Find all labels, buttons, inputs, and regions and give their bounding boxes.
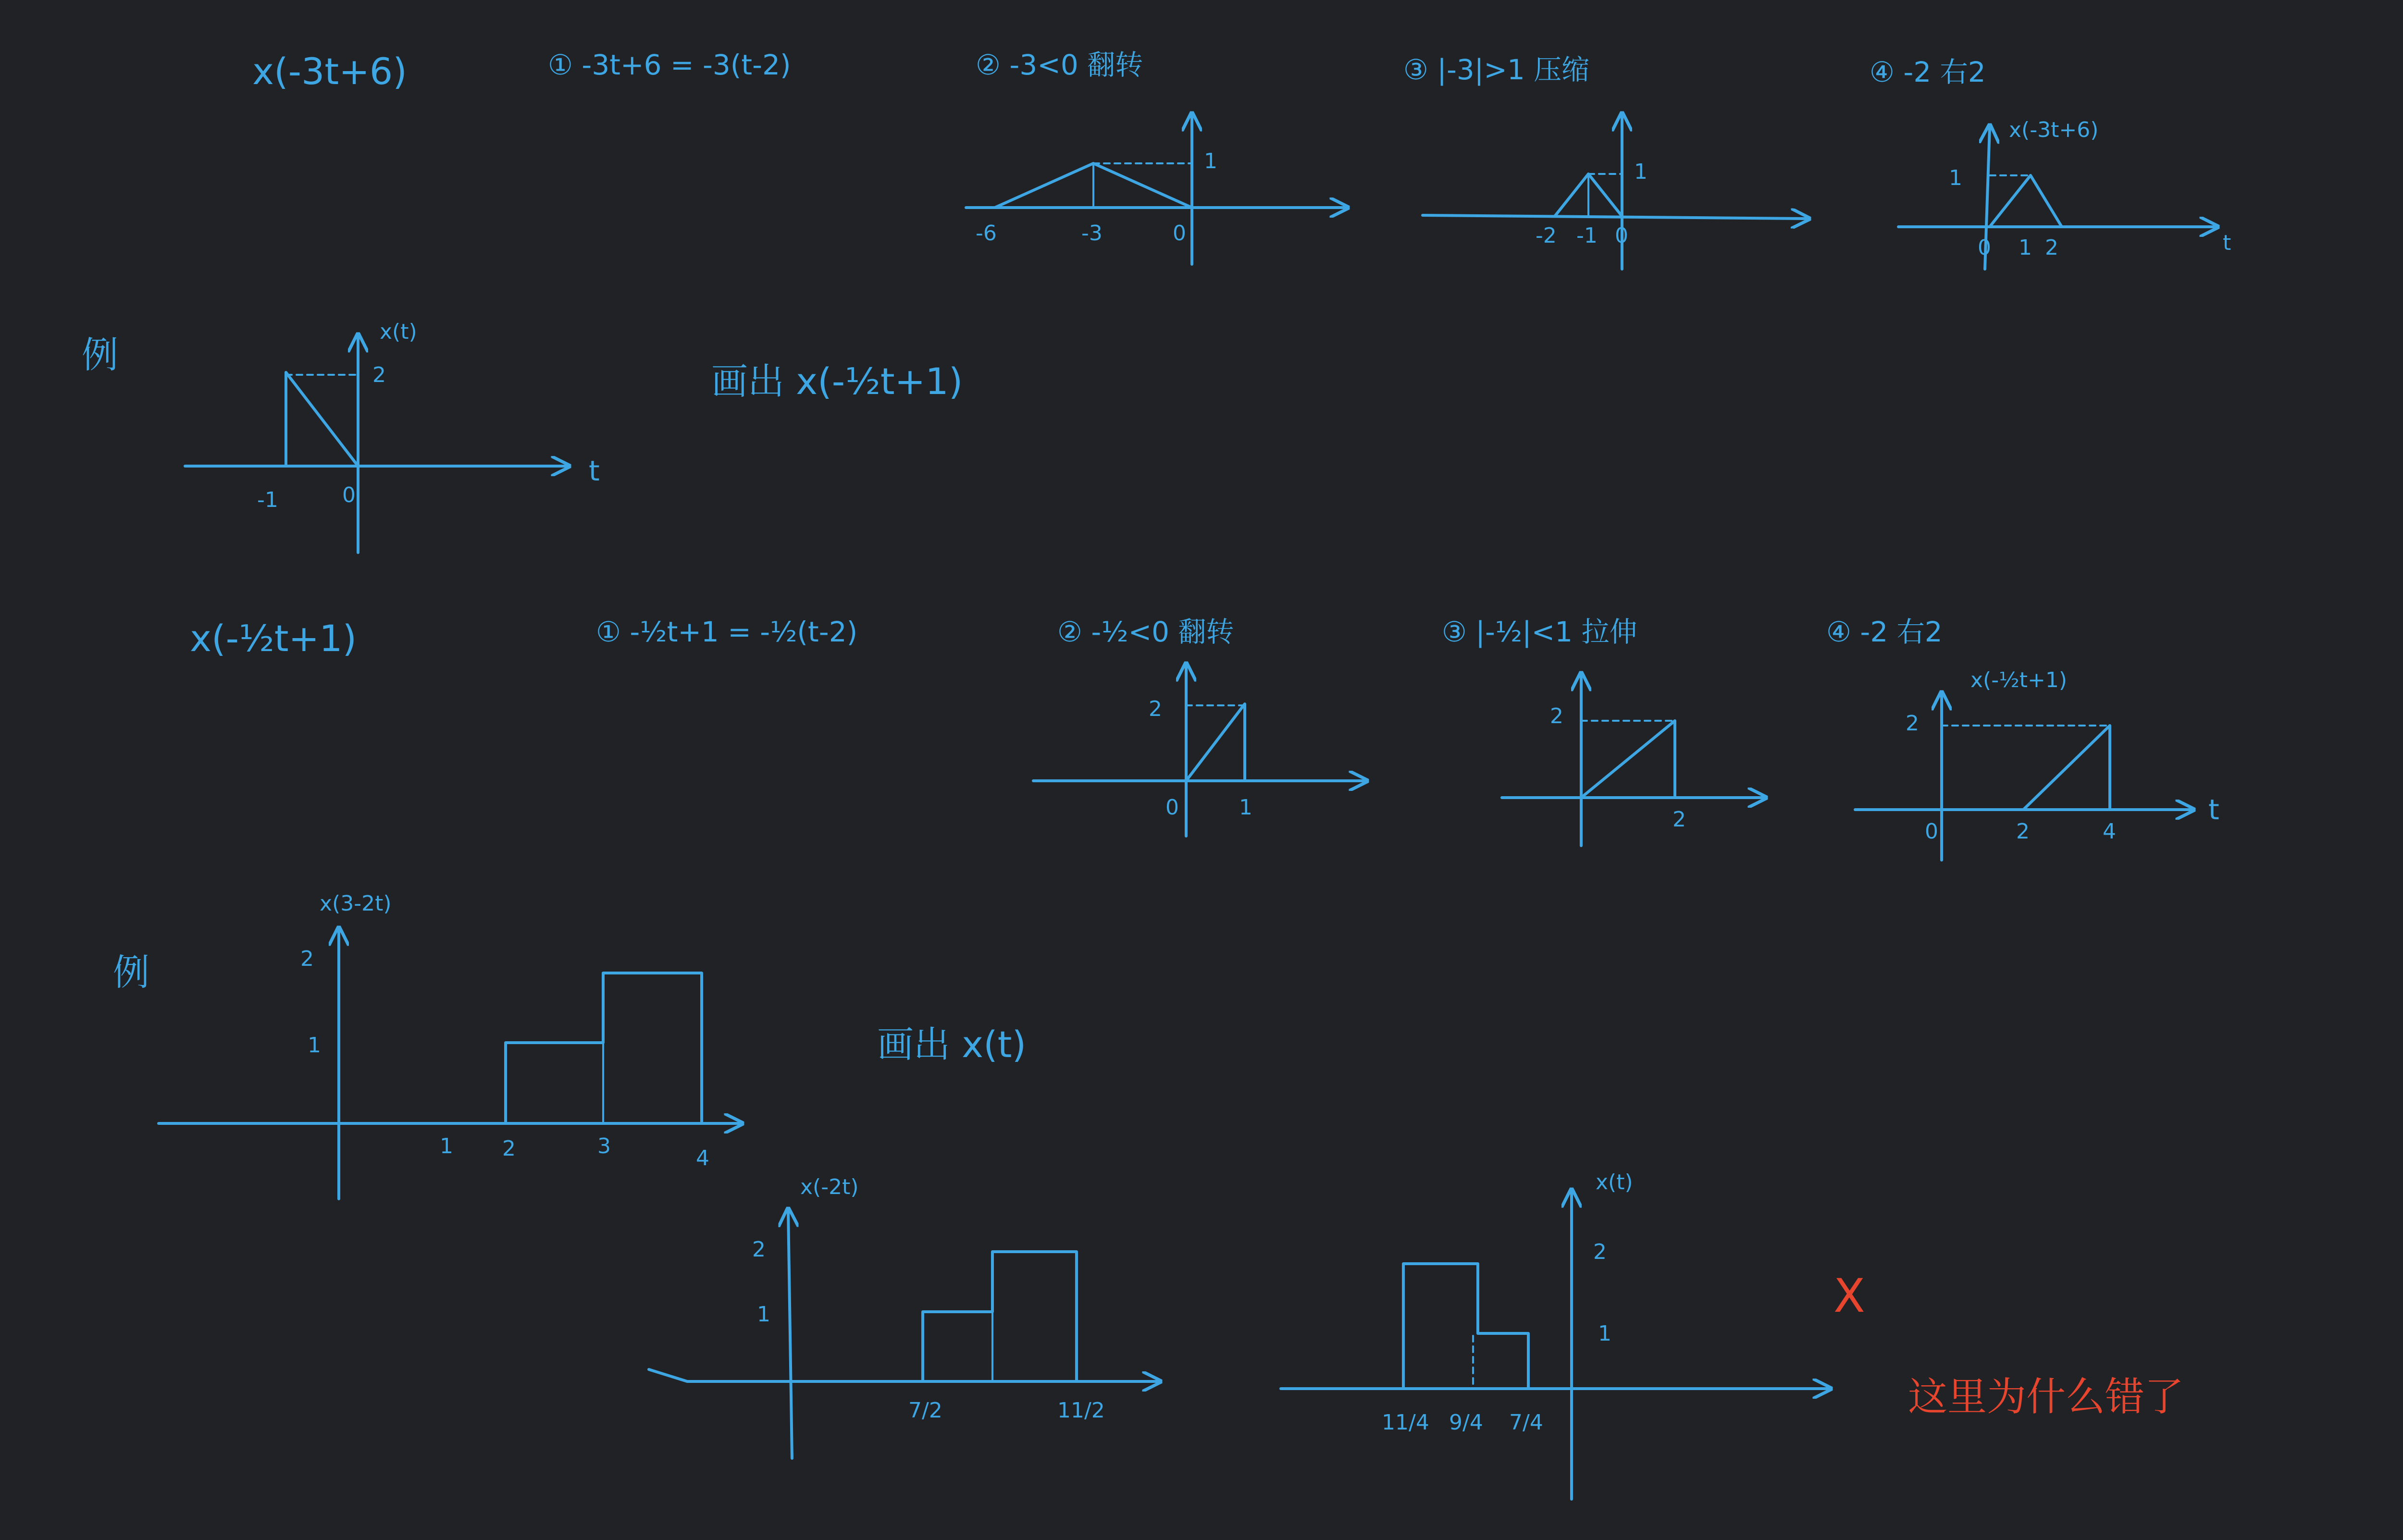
example1	[82, 320, 963, 553]
s1-step2: ② -3<0 翻转	[976, 49, 1143, 81]
tick-label: 0	[1165, 795, 1179, 820]
s1-graph-shift	[1898, 118, 2231, 269]
x-tick: 1	[440, 1134, 453, 1158]
ex2-graph-right	[1281, 1170, 1829, 1499]
signal-ramp	[286, 372, 358, 466]
x-axis	[1423, 215, 1807, 219]
example2	[113, 891, 1026, 1199]
graph-title: x(-2t)	[800, 1175, 859, 1199]
signal-triangle	[1990, 175, 2062, 227]
tick-label: 0	[1978, 235, 1991, 260]
peak-label: 1	[1949, 166, 1962, 190]
wrong-mark: X	[1833, 1269, 1865, 1323]
tick-label: 0	[1173, 221, 1186, 246]
signal-ramp	[1186, 704, 1245, 781]
tick-label: -6	[976, 221, 997, 246]
signal-steps	[923, 1252, 1077, 1381]
tick-label: 0	[1925, 819, 1938, 844]
y-tick: 2	[300, 947, 314, 971]
x-tick: 11/2	[1057, 1398, 1105, 1423]
y-tick: 1	[308, 1033, 321, 1058]
tick-label: -1	[1576, 223, 1598, 248]
tick-label: -1	[257, 488, 278, 512]
s2-expression: x(-½t+1)	[190, 617, 357, 660]
signal-ramp	[1581, 721, 1675, 798]
section1-header	[252, 49, 1986, 93]
example-marker: 例	[113, 951, 149, 994]
x-axis	[649, 1369, 1158, 1381]
peak-label: 1	[1634, 160, 1647, 184]
signal-steps	[1403, 1264, 1528, 1389]
x-tick: 2	[502, 1136, 516, 1161]
tick-label: 1	[1239, 795, 1252, 820]
s2-graph-flip	[1033, 665, 1365, 836]
s1-step3: ③ |-3|>1 压缩	[1403, 53, 1590, 86]
peak-label: 2	[1550, 704, 1563, 728]
tick-label: 2	[1672, 807, 1686, 832]
s2-graph-shift	[1855, 668, 2219, 860]
example-prompt: 画出 x(-½t+1)	[711, 360, 963, 403]
s2-graph-stretch	[1502, 675, 1764, 846]
graph-title: x(t)	[380, 320, 417, 344]
tick-label: 2	[2045, 235, 2058, 260]
s1-expression: x(-3t+6)	[252, 50, 407, 93]
tick-label: 2	[2016, 819, 2030, 844]
tick-label: 0	[1615, 223, 1628, 248]
peak-label: 1	[1204, 149, 1217, 173]
s1-step1: ① -3t+6 = -3(t-2)	[548, 49, 791, 81]
tick-label: -2	[1536, 223, 1557, 248]
tick-label: -3	[1081, 221, 1102, 246]
s2-step2: ② -½<0 翻转	[1057, 616, 1234, 648]
x-tick: 11/4	[1382, 1410, 1429, 1435]
ex2-graph-mid	[649, 1175, 1158, 1458]
tick-label: 0	[342, 483, 356, 507]
y-tick: 1	[1598, 1321, 1611, 1346]
peak-label: 2	[1149, 697, 1162, 721]
x-tick: 9/4	[1449, 1410, 1483, 1435]
x-tick: 7/4	[1509, 1410, 1543, 1435]
graph-title: x(3-2t)	[320, 891, 392, 916]
question-note: 这里为什么错了	[1908, 1374, 2184, 1420]
axis-label: t	[589, 455, 600, 487]
axis-label: t	[2223, 231, 2231, 255]
y-tick: 2	[1593, 1240, 1607, 1264]
peak-label: 2	[1906, 711, 1919, 736]
graph-title: x(-3t+6)	[2009, 118, 2099, 142]
section2-header	[190, 616, 1943, 660]
peak-label: 2	[372, 363, 386, 387]
red-annotation	[1833, 1269, 2184, 1420]
s1-graph-flip	[966, 115, 1346, 264]
tick-label: 1	[2019, 235, 2032, 260]
x-tick: 4	[696, 1146, 709, 1170]
example-marker: 例	[82, 333, 118, 376]
x-tick: 3	[597, 1134, 611, 1158]
x-tick: 7/2	[908, 1398, 942, 1423]
graph-title: x(t)	[1596, 1170, 1633, 1195]
s1-graph-compress	[1423, 115, 1807, 269]
example-prompt: 画出 x(t)	[877, 1023, 1027, 1066]
signal-ramp	[2023, 726, 2110, 810]
y-tick: 2	[752, 1237, 766, 1262]
y-tick: 1	[757, 1302, 770, 1327]
s2-step4: ④ -2 右2	[1826, 616, 1943, 648]
s1-step4: ④ -2 右2	[1870, 56, 1986, 88]
graph-title: x(-½t+1)	[1970, 668, 2068, 692]
axis-label: t	[2208, 793, 2219, 826]
s2-step1: ① -½t+1 = -½(t-2)	[596, 616, 858, 648]
tick-label: 4	[2103, 819, 2116, 844]
y-axis	[788, 1211, 792, 1458]
s2-step3: ③ |-½|<1 拉伸	[1442, 616, 1637, 648]
